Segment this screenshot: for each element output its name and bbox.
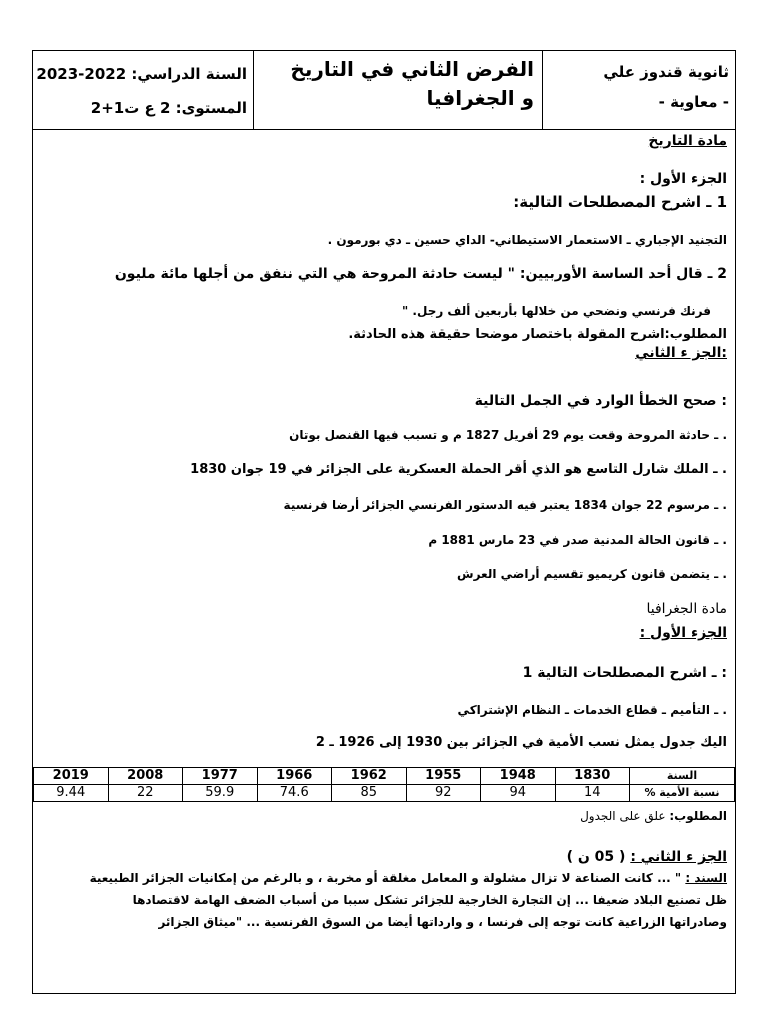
table-cell: 1955 [406,768,481,785]
statement-1: . ـ حادثة المروحة وقعت يوم 29 أفريل 1827 م و تسبب فيها القنصل بوتان [289,428,727,442]
exam-page [32,50,736,994]
document-line-1 [90,871,727,885]
document-text-1: " ... كانت الصناعة لا تزال مشلولة و المعامل مغلقة أو مخربة ، و بالرغم من إمكانيات الجزائر الطبيعية [89,871,686,885]
geography-part2-title: الجز ء الثاني : [630,849,727,865]
exam-header [33,51,735,130]
table-cell: 14 [555,785,630,802]
illiteracy-table [33,767,735,802]
history-q1-terms: التجنيد الإجباري ـ الاستعمار الاستيطاني- الداي حسين ـ دي بورمون . [327,233,727,247]
geography-q1-terms: . ـ التأميم ـ قطاع الخدمات ـ النظام الإشتراكي [457,703,727,717]
required-text: علق على الجدول [580,809,670,823]
table-cell: 1948 [481,768,556,785]
table-cell: 1830 [555,768,630,785]
school-name: ثانوية قندوز علي [603,63,729,81]
statement-3: . ـ مرسوم 22 جوان 1834 يعتبر فيه الدستور الفرنسي الجزائر أرضا فرنسية [283,498,727,512]
exam-subtitle: و الجغرافيا [426,86,534,110]
statement-4: . ـ قانون الحالة المدنية صدر في 23 مارس 1881 م [428,533,727,547]
geography-q2: اليك جدول يمثل نسب الأمية في الجزائر بين 1930 إلى 1926 ـ 2 [315,735,727,750]
document-label: السند : [685,871,727,885]
statement-2: . ـ الملك شارل التاسع هو الذي أقر الحملة العسكرية على الجزائر في 19 جوان 1830 [190,462,727,477]
title-cell [253,51,543,129]
table-cell: 94 [481,785,556,802]
history-q2-line2: فرنك فرنسي ونضحي من خلالها بأربعين ألف رجل. " [402,304,711,318]
history-part1-title: الجزء الأول : [639,171,727,187]
school-location: - معاوية - [658,93,729,111]
correct-intro: : صحح الخطأ الوارد في الجمل التالية [474,393,727,409]
table-cell: 1977 [183,768,258,785]
required-label: المطلوب: [669,809,727,823]
table-cell: 2019 [34,768,109,785]
history-part2-title: :الجز ء الثاني [635,345,727,361]
exam-title: الفرض الثاني في التاريخ [290,57,534,81]
table-cell: 59.9 [183,785,258,802]
history-q2-line1: 2 ـ قال أحد الساسة الأوربيين: " ليست حادثة المروحة هي التي ننفق من أجلها مائة مليون [114,266,727,282]
history-q2-required: المطلوب:اشرح المقولة باختصار موضحا حقيقة هذه الحادثة. [348,327,727,342]
history-subject: مادة التاريخ [648,133,727,149]
table-row-values [34,785,735,802]
statement-5: . ـ يتضمن قانون كريميو تقسيم أراضي العرش [457,567,727,581]
geography-part1-title: الجزء الأول : [639,625,727,641]
document-line-3: وصادراتها الزراعية كانت توجه إلى فرنسا ، و وارداتها أيضا من السوق الفرنسية ... "ميثاق الجزائر [158,915,727,929]
geography-q1: : ـ اشرح المصطلحات التالية 1 [522,665,727,681]
class-level: المستوى: 2 ع ت1+2 [90,99,247,117]
geography-part2-heading [567,849,727,865]
table-cell: 85 [332,785,407,802]
table-required [580,809,727,823]
table-header-label: السنة [630,768,735,785]
table-row-years [34,768,735,785]
table-cell: 2008 [108,768,183,785]
table-cell: 92 [406,785,481,802]
year-cell [33,51,253,129]
table-cell: 22 [108,785,183,802]
school-cell [543,51,735,129]
table-cell: 1962 [332,768,407,785]
geography-subject: مادة الجغرافيا [646,601,727,617]
school-year: السنة الدراسي: 2022-2023 [36,65,247,83]
geography-part2-points: ( 05 ن ) [566,849,631,865]
table-cell: 9.44 [34,785,109,802]
table-value-label: نسبة الأمية % [630,785,735,802]
history-q1: 1 ـ اشرح المصطلحات التالية: [513,193,727,211]
document-line-2: ظل تصنيع البلاد ضعيفا ... إن التجارة الخارجية للجزائر تشكل سببا من أسباب الضعف الهامة لاقتصادها [132,893,727,907]
table-cell: 74.6 [257,785,332,802]
table-cell: 1966 [257,768,332,785]
